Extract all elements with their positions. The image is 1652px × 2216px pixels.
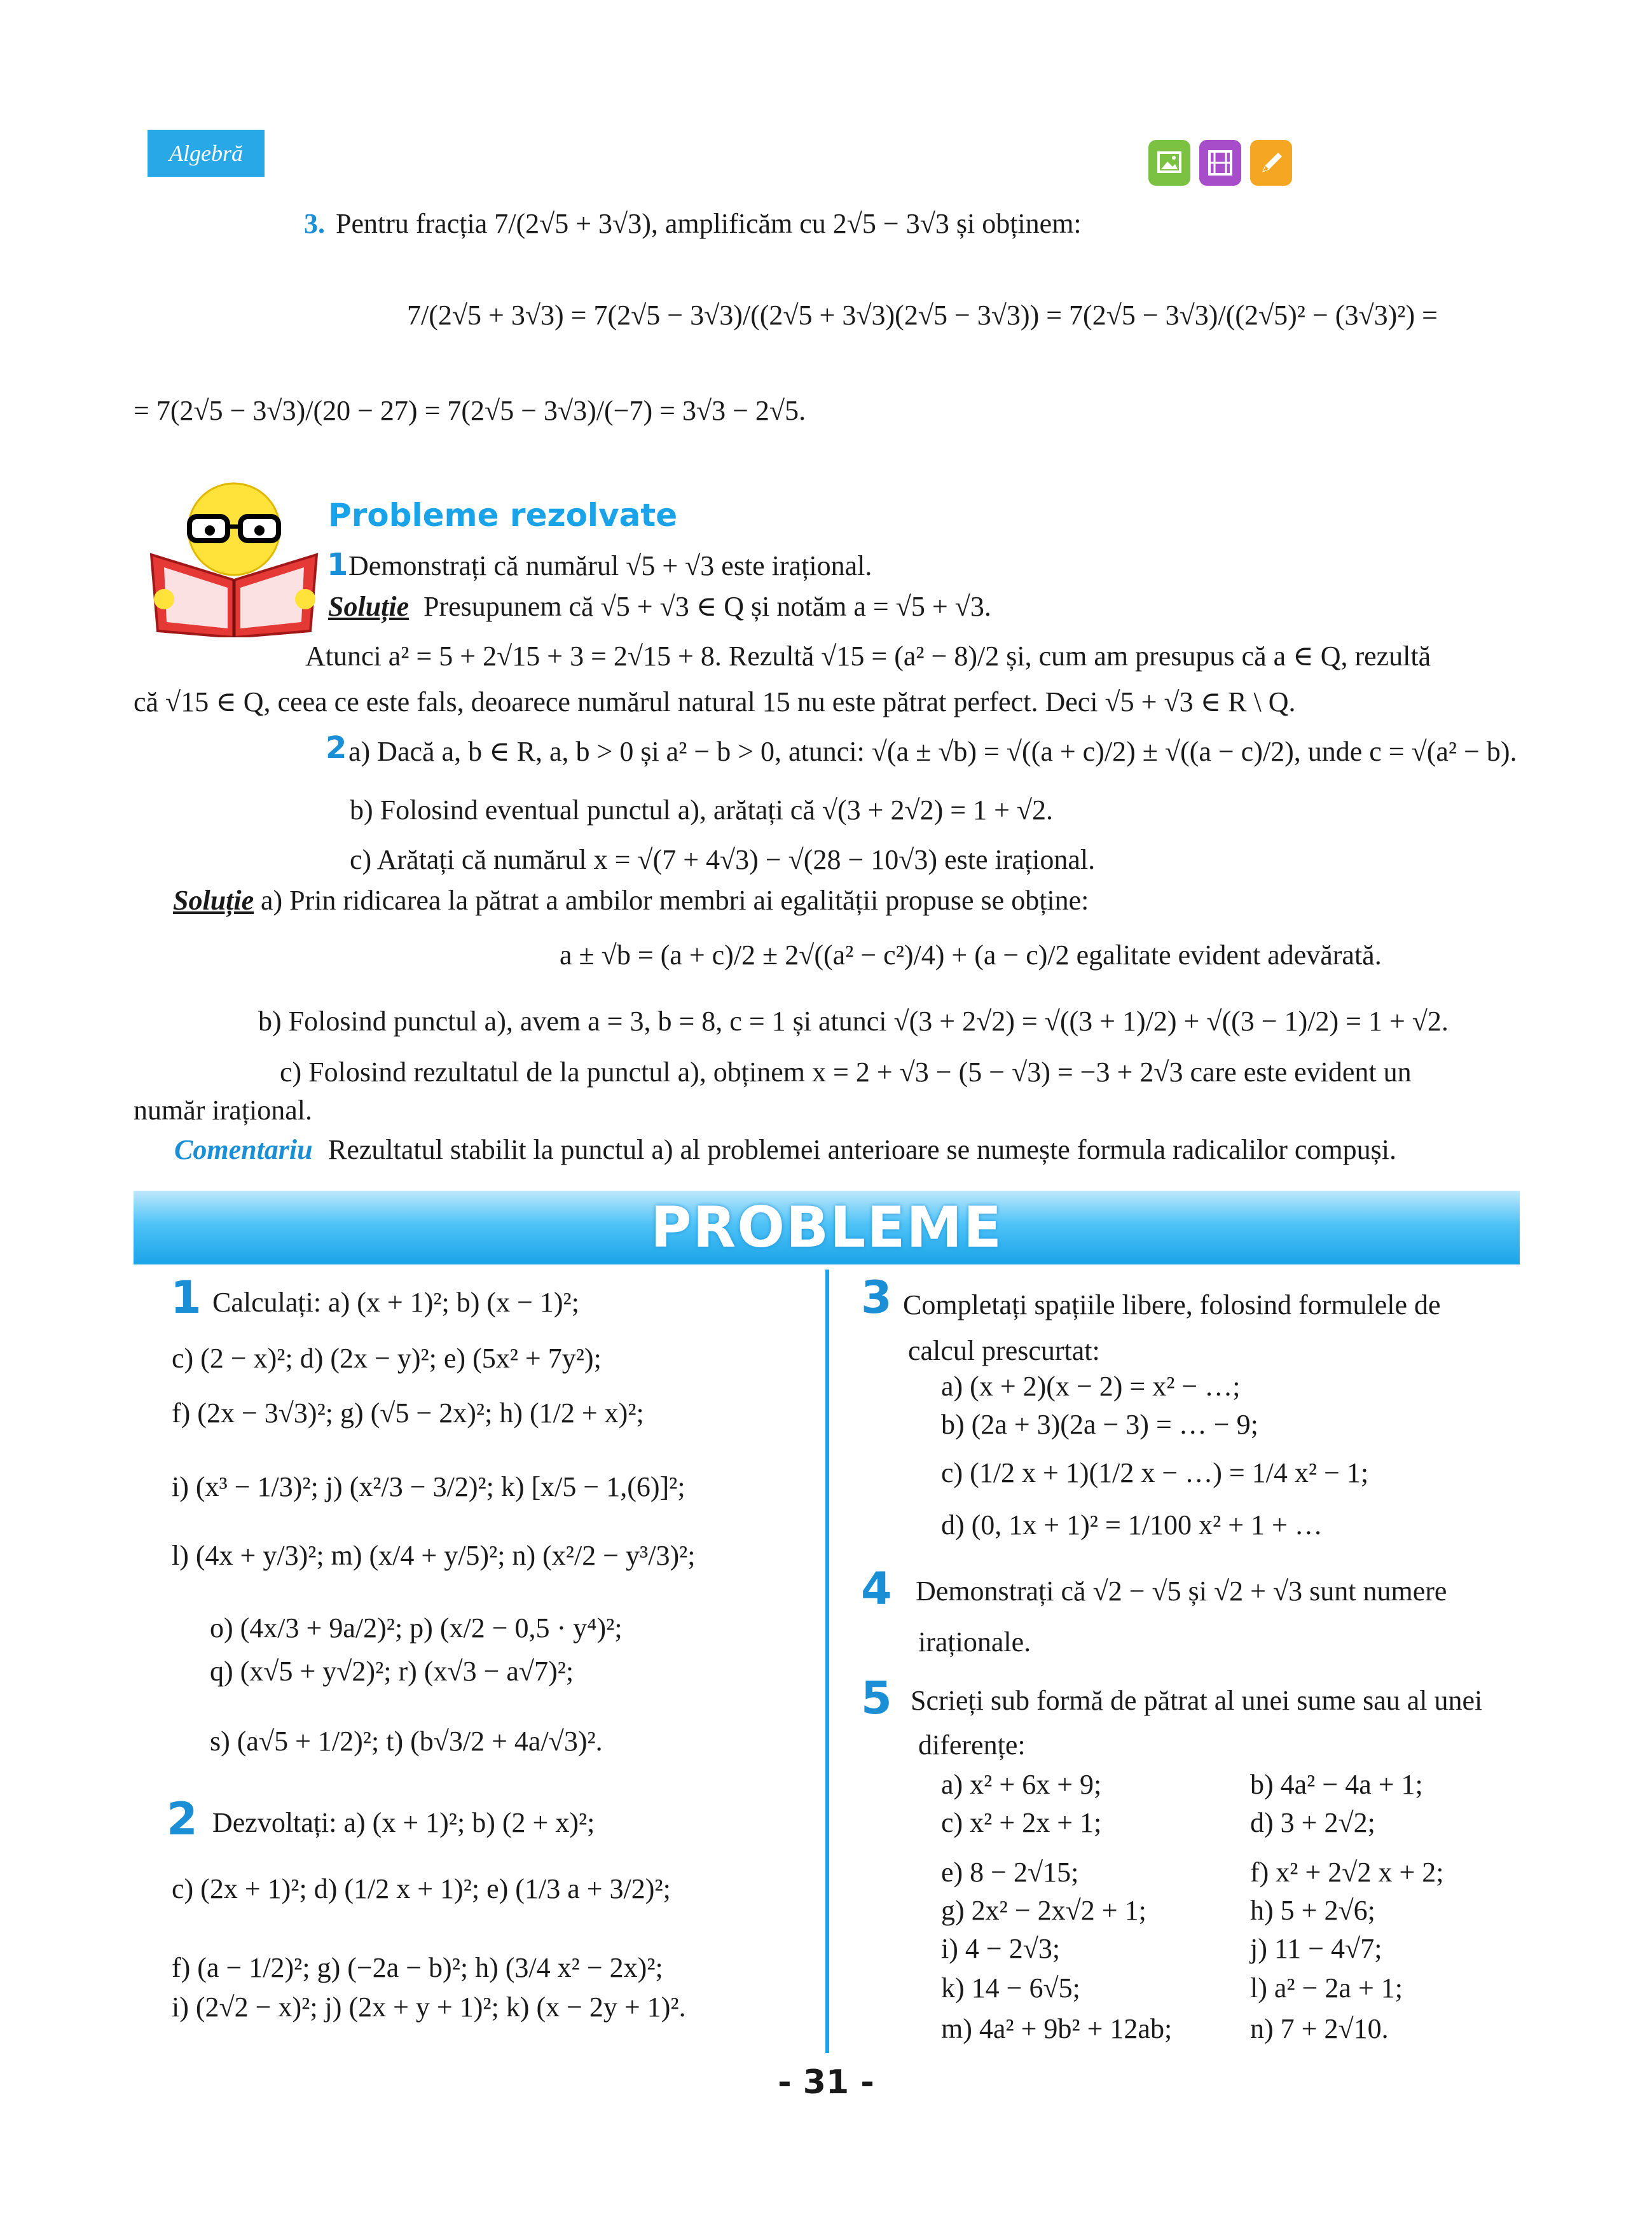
problem-5-item: k) 14 − 6√5; xyxy=(941,1972,1080,2004)
problem-5-number: 5 xyxy=(861,1672,892,1724)
solved-problem-1-text: Demonstrați că numărul √5 + √3 este irațional. xyxy=(348,550,872,581)
problem-3-line: c) (1/2 x + 1)(1/2 x − …) = 1/4 x² − 1; xyxy=(941,1457,1369,1488)
problem-3-line: calcul prescurtat: xyxy=(908,1335,1100,1366)
solution-label: Soluție xyxy=(328,591,410,622)
problem-1-line: c) (2 − x)²; d) (2x − y)²; e) (5x² + 7y²); xyxy=(172,1343,602,1374)
problem-1-line: s) (a√5 + 1/2)²; t) (b√3/2 + 4a/√3)². xyxy=(210,1726,603,1757)
problem-1-number: 1 xyxy=(170,1271,202,1324)
solved-problem-1-number: 1 xyxy=(327,547,348,583)
problem-1-line: i) (x³ − 1/3)²; j) (x²/3 − 3/2)²; k) [x/5 − 1,(6)]²; xyxy=(172,1471,685,1502)
problem-1-line: o) (4x/3 + 9a/2)²; p) (x/2 − 0,5 · y⁴)²; xyxy=(210,1612,623,1644)
solved-1-line-4: că √15 ∈ Q, ceea ce este fals, deoarece numărul natural 15 nu este pătrat perfect. Deci √5 + √3 ∈ R \ Q. xyxy=(134,686,1296,717)
problem-5-item: g) 2x² − 2x√2 + 1; xyxy=(941,1895,1146,1926)
solved-2-solution-c-end: număr irațional. xyxy=(134,1095,313,1126)
example-line-2: 7/(2√5 + 3√3) = 7(2√5 − 3√3)/((2√5 + 3√3)(2√5 − 3√3)) = 7(2√5 − 3√3)/((2√5)² − (3√3)²) = xyxy=(407,300,1438,331)
problem-4-line: iraționale. xyxy=(918,1626,1031,1658)
problem-1-line: f) (2x − 3√3)²; g) (√5 − 2x)²; h) (1/2 + x)²; xyxy=(172,1397,644,1429)
solved-2-part-c: c) Arătați că numărul x = √(7 + 4√3) − √(28 − 10√3) este irațional. xyxy=(350,844,1096,875)
solved-2-equation: a ± √b = (a + c)/2 ± 2√((a² − c²)/4) + (a − c)/2 egalitate evident adevărată. xyxy=(560,939,1382,971)
problems-banner xyxy=(134,1191,1520,1264)
example-line-3: = 7(2√5 − 3√3)/(20 − 27) = 7(2√5 − 3√3)/(−7) = 3√3 − 2√5. xyxy=(134,395,806,426)
problem-5-item: a) x² + 6x + 9; xyxy=(941,1769,1102,1800)
example-line-1: Pentru fracția 7/(2√5 + 3√3), amplificăm cu 2√5 − 3√3 și obținem: xyxy=(336,208,1082,239)
solved-problem-2-number: 2 xyxy=(326,730,347,766)
problem-5-item: m) 4a² + 9b² + 12ab; xyxy=(941,2013,1173,2044)
problem-1-line: q) (x√5 + y√2)²; r) (x√3 − a√7)²; xyxy=(210,1656,574,1687)
problem-5-item: c) x² + 2x + 1; xyxy=(941,1807,1102,1838)
problem-3-line: b) (2a + 3)(2a − 3) = … − 9; xyxy=(941,1409,1258,1440)
problem-1-line: l) (4x + y/3)²; m) (x/4 + y/5)²; n) (x²/2 − y³/3)²; xyxy=(172,1540,696,1571)
pencil-icon[interactable] xyxy=(1250,140,1292,186)
solved-1-line-3: Atunci a² = 5 + 2√15 + 3 = 2√15 + 8. Rezultă √15 = (a² − 8)/2 și, cum am presupus că a ∈ Q, rezultă xyxy=(305,641,1431,672)
problem-3-line: Completați spațiile libere, folosind formulele de xyxy=(903,1289,1441,1320)
comment-label: Comentariu xyxy=(174,1134,313,1165)
solved-2-solution-b: b) Folosind punctul a), avem a = 3, b = 8, c = 1 și atunci √(3 + 2√2) = √((3 + 1)/2) + √((3 − 1)/2) = 1 + √2. xyxy=(258,1006,1449,1037)
image-icon[interactable] xyxy=(1148,140,1190,186)
example-number: 3. xyxy=(304,208,325,239)
problem-2-line: f) (a − 1/2)²; g) (−2a − b)²; h) (3/4 x² − 2x)²; xyxy=(172,1952,663,1983)
problem-2-line: c) (2x + 1)²; d) (1/2 x + 1)²; e) (1/3 a + 3/2)²; xyxy=(172,1873,671,1904)
problem-2-number: 2 xyxy=(167,1793,198,1845)
problem-5-item: f) x² + 2√2 x + 2; xyxy=(1250,1857,1444,1888)
problem-5-item: h) 5 + 2√6; xyxy=(1250,1895,1375,1926)
problem-1-line: Calculați: a) (x + 1)²; b) (x − 1)²; xyxy=(212,1287,579,1318)
solution-text: Presupunem că √5 + √3 ∈ Q și notăm a = √5 + √3. xyxy=(423,591,991,622)
film-icon[interactable] xyxy=(1199,140,1241,186)
problem-4-line: Demonstrați că √2 − √5 și √2 + √3 sunt numere xyxy=(916,1575,1447,1607)
mascot-reading-icon xyxy=(139,478,329,637)
problem-3-line: a) (x + 2)(x − 2) = x² − …; xyxy=(941,1371,1241,1402)
problem-5-item: i) 4 − 2√3; xyxy=(941,1933,1061,1964)
section-tag: Algebră xyxy=(148,130,265,177)
problem-5-line: diferențe: xyxy=(918,1729,1026,1761)
problem-5-item: d) 3 + 2√2; xyxy=(1250,1807,1375,1838)
solved-2-part-b: b) Folosind eventual punctul a), arătați că √(3 + 2√2) = 1 + √2. xyxy=(350,794,1054,826)
solved-2-part-a: a) Dacă a, b ∈ R, a, b > 0 și a² − b > 0, atunci: √(a ± √b) = √((a + c)/2) ± √((a − c)/2), unde c = √(a² − b). xyxy=(348,736,1517,767)
solved-heading: Probleme rezolvate xyxy=(328,497,678,534)
problems-title: PROBLEME xyxy=(650,1195,1003,1260)
problem-5-item: n) 7 + 2√10. xyxy=(1250,2013,1389,2044)
comment-text: Rezultatul stabilit la punctul a) al problemei anterioare se numește formula radicalilor compuși. xyxy=(328,1134,1396,1165)
problem-5-item: j) 11 − 4√7; xyxy=(1250,1933,1382,1964)
problem-2-line: i) (2√2 − x)²; j) (2x + y + 1)²; k) (x − 2y + 1)². xyxy=(172,1991,686,2023)
problem-3-line: d) (0, 1x + 1)² = 1/100 x² + 1 + … xyxy=(941,1509,1323,1541)
problem-5-item: b) 4a² − 4a + 1; xyxy=(1250,1769,1423,1800)
problem-5-line: Scrieți sub formă de pătrat al unei sume sau al unei xyxy=(911,1685,1483,1716)
problem-2-line: Dezvoltați: a) (x + 1)²; b) (2 + x)²; xyxy=(212,1807,595,1838)
problem-4-number: 4 xyxy=(861,1563,892,1615)
page-number: - 31 - xyxy=(778,2063,874,2102)
problem-5-item: l) a² − 2a + 1; xyxy=(1250,1972,1403,2004)
solution-label-2: Soluție xyxy=(173,885,254,916)
solved-2-solution-a: a) Prin ridicarea la pătrat a ambilor membri ai egalității propuse se obține: xyxy=(261,885,1089,916)
column-divider xyxy=(825,1270,829,2053)
solved-2-solution-c: c) Folosind rezultatul de la punctul a), obținem x = 2 + √3 − (5 − √3) = −3 + 2√3 care este evident un xyxy=(280,1056,1412,1088)
problem-5-item: e) 8 − 2√15; xyxy=(941,1857,1079,1888)
problem-3-number: 3 xyxy=(861,1271,892,1324)
